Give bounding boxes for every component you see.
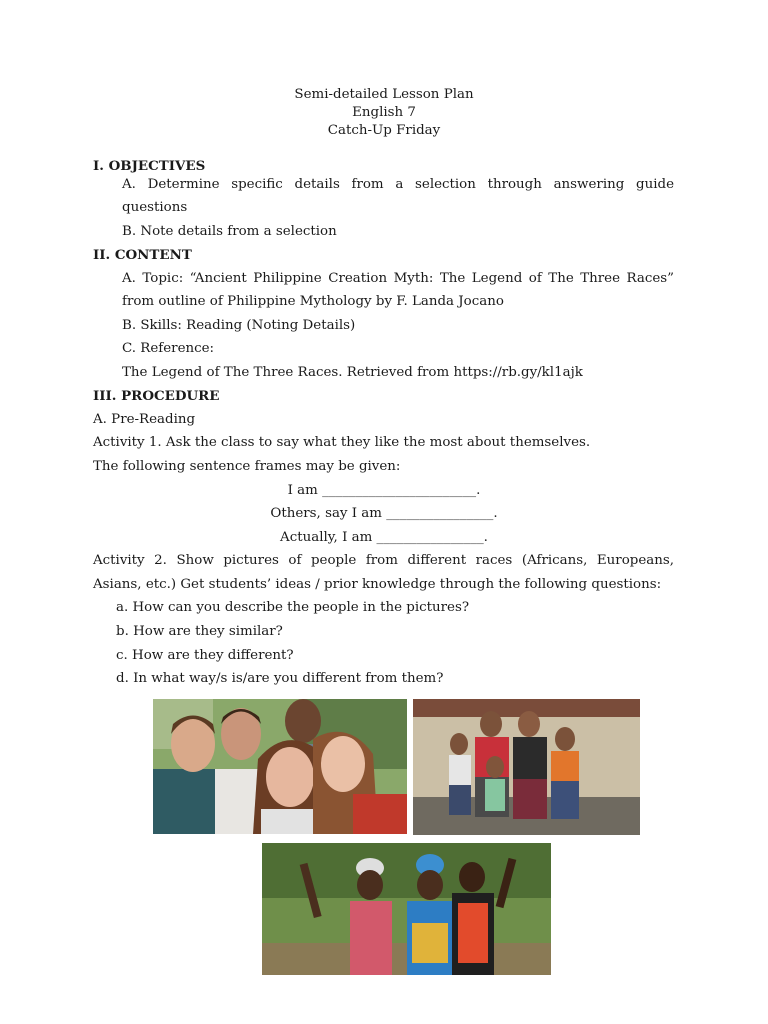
question-a: a. How can you describe the people in the pictures?: [116, 600, 469, 615]
objectives-heading: I. OBJECTIVES: [93, 158, 206, 174]
header-subject: English 7: [352, 105, 416, 120]
photo-women-celebrating: [262, 843, 551, 975]
header-session: Catch-Up Friday: [327, 123, 441, 138]
objective-a-line2: questions: [122, 200, 188, 215]
activity-2-line2: Asians, etc.) Get students’ ideas / prior knowledge through the following questions:: [93, 577, 662, 592]
question-c: c. How are they different?: [116, 648, 294, 663]
question-d: d. In what way/s is/are you different from them?: [116, 671, 444, 686]
objective-a-line1: A. Determine specific details from a selection through answering guide: [122, 177, 674, 192]
content-topic-line1: A. Topic: “Ancient Philippine Creation Myth: The Legend of The Three Races”: [122, 271, 674, 286]
header-title: Semi-detailed Lesson Plan: [294, 87, 474, 102]
activity-1: Activity 1. Ask the class to say what they like the most about themselves.: [93, 435, 591, 450]
sentence-frame-3: Actually, I am ________________.: [280, 530, 488, 545]
sentence-frame-2: Others, say I am ________________.: [270, 506, 498, 521]
content-heading: II. CONTENT: [93, 247, 192, 263]
sentence-frames-intro: The following sentence frames may be given:: [93, 459, 401, 474]
content-skills: B. Skills: Reading (Noting Details): [122, 318, 356, 333]
sentence-frame-1: I am _______________________.: [287, 483, 481, 498]
question-b: b. How are they similar?: [116, 624, 283, 639]
content-reference-label: C. Reference:: [122, 341, 215, 356]
photo-family-portrait: [413, 699, 640, 835]
objective-b: B. Note details from a selection: [122, 224, 337, 239]
content-topic-line2: from outline of Philippine Mythology by F. Landa Jocano: [122, 294, 504, 309]
photo-group-selfie: [153, 699, 407, 834]
document-header: [0, 86, 768, 140]
content-reference: The Legend of The Three Races. Retrieved from https://rb.gy/kl1ajk: [122, 365, 583, 380]
pre-reading-label: A. Pre-Reading: [93, 412, 196, 427]
procedure-heading: III. PROCEDURE: [93, 388, 220, 404]
activity-2-line1: Activity 2. Show pictures of people from different races (Africans, Europeans,: [93, 553, 674, 568]
